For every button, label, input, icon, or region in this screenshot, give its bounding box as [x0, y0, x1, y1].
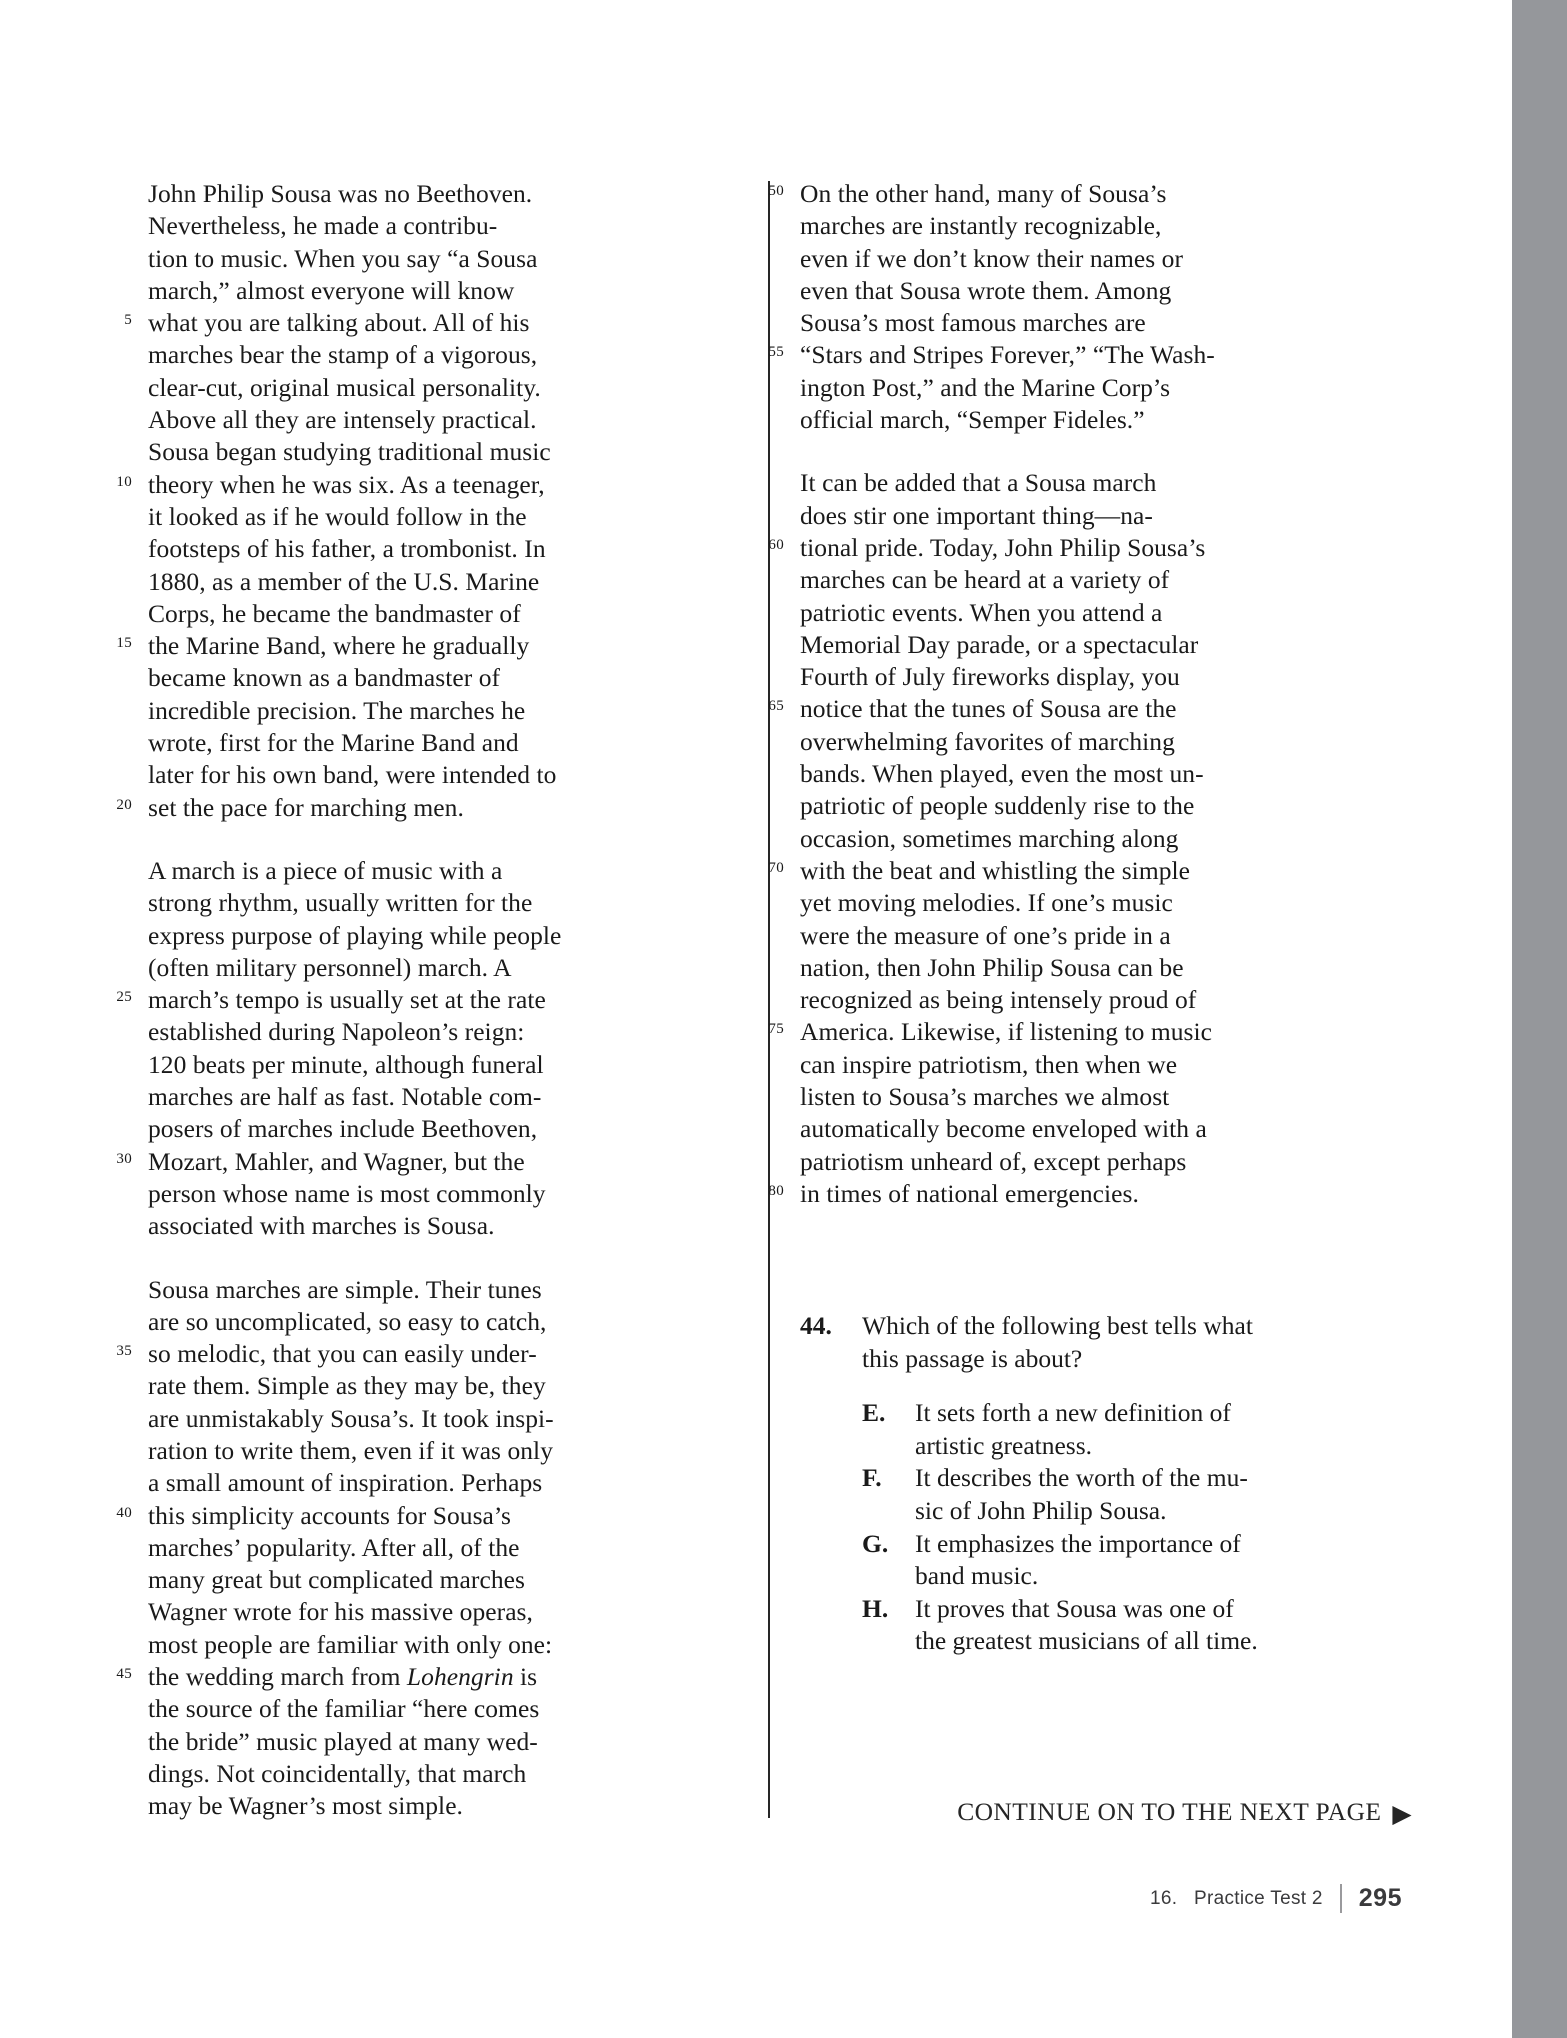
passage-line-text: the Marine Band, where he gradually [148, 631, 530, 661]
answer-choice-line: It sets forth a new definition of [915, 1398, 1231, 1428]
passage-line-text: a small amount of inspiration. Perhaps [148, 1468, 543, 1498]
chapter-label: 16. Practice Test 2 [1149, 1887, 1323, 1909]
right-triangle-icon: ▶ [1392, 1801, 1412, 1828]
passage-line [148, 275, 598, 307]
passage-line [800, 243, 1260, 275]
passage-line [148, 1370, 598, 1402]
passage-line [116, 984, 598, 1016]
passage-line [800, 984, 1260, 1016]
passage-line-text: footsteps of his father, a trombonist. In [148, 534, 546, 564]
passage-line-text: marches can be heard at a variety of [800, 565, 1170, 595]
passage-line [148, 1210, 598, 1242]
line-number: 45 [116, 1666, 132, 1683]
passage-line [116, 1146, 598, 1178]
passage-line-text: march,” almost everyone will know [148, 275, 515, 305]
passage-line-text: many great but complicated marches [148, 1565, 525, 1595]
passage-line [148, 1629, 598, 1661]
passage-line-text: Sousa marches are simple. Their tunes [148, 1274, 542, 1304]
passage-line [148, 178, 598, 210]
paragraph-gap [148, 824, 598, 855]
passage-line-text: theory when he was six. As a teenager, [148, 469, 545, 499]
passage-line-text: set the pace for marching men. [148, 792, 464, 822]
line-number: 10 [116, 473, 132, 490]
answer-choice-text [915, 1593, 1270, 1658]
answer-choice-line: band music. [915, 1561, 1039, 1591]
answer-choice-letter: F. [862, 1463, 882, 1493]
passage-line [148, 1564, 598, 1596]
passage-line [768, 178, 1260, 210]
line-number: 5 [124, 312, 132, 329]
answer-choices [862, 1397, 1270, 1658]
question-stem [862, 1310, 1270, 1375]
passage-line-text: what you are talking about. All of his [148, 308, 530, 338]
passage-line-text: rate them. Simple as they may be, they [148, 1371, 546, 1401]
answer-choice-letter: H. [862, 1593, 889, 1623]
passage-line-text: even that Sousa wrote them. Among [800, 275, 1172, 305]
passage-line [148, 1596, 598, 1628]
passage-line [800, 564, 1260, 596]
passage-line [148, 598, 598, 630]
continue-notice [0, 1797, 1412, 1827]
passage-line [800, 952, 1260, 984]
passage-line-text: Wagner wrote for his massive operas, [148, 1597, 533, 1627]
passage-line [148, 243, 598, 275]
passage-line [148, 566, 598, 598]
answer-choice-text [915, 1462, 1270, 1527]
passage-line-text: (often military personnel) march. A [148, 952, 512, 982]
passage-line-text: nation, then John Philip Sousa can be [800, 952, 1184, 982]
passage-line-text: On the other hand, many of Sousa’s [800, 179, 1167, 208]
passage-line-text: listen to Sousa’s marches we almost [800, 1082, 1170, 1112]
paragraph-gap [148, 1243, 598, 1274]
passage-line [148, 887, 598, 919]
passage-line-text: 120 beats per minute, although funeral [148, 1049, 544, 1079]
passage-line [148, 339, 598, 371]
passage-line [768, 339, 1260, 371]
passage-line-text: does stir one important thing—na- [800, 500, 1153, 530]
answer-choice-text [915, 1528, 1270, 1593]
line-number: 70 [768, 859, 784, 876]
page-number: 295 [1358, 1884, 1402, 1912]
passage-line-text: became known as a bandmaster of [148, 663, 501, 693]
passage-line-text: with the beat and whistling the simple [800, 855, 1191, 885]
passage-line-text: it looked as if he would follow in the [148, 501, 527, 531]
passage-line-text: the wedding march from [148, 1662, 407, 1692]
passage-line-text: Above all they are intensely practical. [148, 405, 537, 435]
passage-line [116, 630, 598, 662]
passage-line [148, 1726, 598, 1758]
passage-line [148, 1274, 598, 1306]
passage-line-text: marches are half as fast. Notable com- [148, 1082, 542, 1112]
passage-line-text: later for his own band, were intended to [148, 760, 557, 790]
running-footer [1150, 1884, 1402, 1913]
passage-line-text: automatically become enveloped with a [800, 1114, 1207, 1144]
answer-choice-letter: E. [862, 1398, 886, 1428]
passage-line [768, 693, 1260, 725]
passage-line-text: Sousa’s most famous marches are [800, 308, 1146, 338]
passage-line-text: tional pride. Today, John Philip Sousa’s [800, 532, 1206, 562]
passage-line [148, 210, 598, 242]
passage-line-text: march’s tempo is usually set at the rate [148, 985, 546, 1015]
answer-choice-letter: G. [862, 1528, 889, 1558]
passage-line-text: can inspire patriotism, then when we [800, 1049, 1178, 1079]
passage-line-text: official march, “Semper Fideles.” [800, 405, 1145, 435]
passage-line [800, 629, 1260, 661]
passage-line-text: the source of the familiar “here comes [148, 1694, 540, 1724]
answer-choice[interactable] [862, 1593, 1270, 1658]
passage-line [148, 952, 598, 984]
line-number: 75 [768, 1021, 784, 1038]
passage-line-text: wrote, first for the Marine Band and [148, 728, 519, 758]
line-number: 65 [768, 698, 784, 715]
passage-line [124, 307, 598, 339]
passage-line [800, 372, 1260, 404]
line-number: 55 [768, 344, 784, 361]
passage-line-text: Sousa began studying traditional music [148, 437, 551, 467]
passage-line-text: so melodic, that you can easily under- [148, 1339, 537, 1369]
passage-line-text: were the measure of one’s pride in a [800, 920, 1171, 950]
passage-line [116, 792, 598, 824]
passage-line [800, 1113, 1260, 1145]
passage-line-text: John Philip Sousa was no Beethoven. [148, 179, 533, 208]
passage-line-text: A march is a piece of music with a [148, 855, 503, 885]
answer-choice-line: sic of John Philip Sousa. [915, 1495, 1167, 1525]
passage-line [800, 887, 1260, 919]
passage-line [800, 790, 1260, 822]
question-block [800, 1310, 1270, 1658]
passage-line-text: It can be added that a Sousa march [800, 468, 1157, 498]
answer-choice-line: It proves that Sousa was one of [915, 1593, 1234, 1623]
passage-line-text: ington Post,” and the Marine Corp’s [800, 372, 1171, 402]
line-number: 50 [768, 183, 784, 199]
passage-line-text: most people are familiar with only one: [148, 1629, 553, 1659]
passage-line [800, 275, 1260, 307]
question-stem-line: this passage is about? [862, 1343, 1083, 1373]
passage-line [800, 307, 1260, 339]
passage-line [116, 1338, 598, 1370]
passage-line-text: express purpose of playing while people [148, 920, 562, 950]
passage-line [768, 532, 1260, 564]
passage-line-text: incredible precision. The marches he [148, 695, 526, 725]
passage-line-text: overwhelming favorites of marching [800, 726, 1175, 756]
passage-line [116, 1500, 598, 1532]
passage-line [148, 1435, 598, 1467]
passage-line-text: established during Napoleon’s reign: [148, 1017, 525, 1047]
passage-line [148, 1467, 598, 1499]
passage-line [800, 210, 1260, 242]
passage-line [800, 726, 1260, 758]
passage-line-text: this simplicity accounts for Sousa’s [148, 1500, 512, 1530]
passage-line-text: notice that the tunes of Sousa are the [800, 694, 1177, 724]
continue-label: CONTINUE ON TO THE NEXT PAGE [957, 1797, 1382, 1826]
footer-separator [1340, 1884, 1342, 1913]
passage-line [148, 533, 598, 565]
passage-line [148, 727, 598, 759]
passage-line-text-tail: is [513, 1662, 538, 1692]
passage-line [116, 469, 598, 501]
passage-line [800, 467, 1260, 499]
passage-line-text: posers of marches include Beethoven, [148, 1114, 538, 1144]
passage-line [148, 1403, 598, 1435]
passage-line [768, 1178, 1260, 1210]
line-number: 25 [116, 989, 132, 1006]
passage-line [148, 920, 598, 952]
passage-line [148, 695, 598, 727]
passage-line [148, 1178, 598, 1210]
passage-line [148, 1306, 598, 1338]
passage-line-text: are unmistakably Sousa’s. It took inspi- [148, 1403, 554, 1433]
passage-line-text: marches bear the stamp of a vigorous, [148, 340, 538, 370]
passage-line [800, 1081, 1260, 1113]
passage-line [800, 823, 1260, 855]
passage-line-text: the bride” music played at many wed- [148, 1726, 538, 1756]
passage-line-text: Fourth of July fireworks display, you [800, 662, 1180, 692]
passage-line [148, 436, 598, 468]
gutter-bar [1512, 0, 1567, 2038]
passage-line-text: marches are instantly recognizable, [800, 211, 1162, 241]
passage-line-text: Mozart, Mahler, and Wagner, but the [148, 1146, 525, 1176]
passage-line-text: even if we don’t know their names or [800, 243, 1184, 273]
question-row [800, 1310, 1270, 1375]
passage-line-text: bands. When played, even the most un- [800, 759, 1204, 789]
passage-line-text: recognized as being intensely proud of [800, 985, 1197, 1015]
line-number: 60 [768, 536, 784, 553]
passage-line-text: occasion, sometimes marching along [800, 823, 1179, 853]
passage-line [148, 1693, 598, 1725]
answer-choice[interactable] [862, 1397, 1270, 1462]
passage-line-text: Corps, he became the bandmaster of [148, 598, 521, 628]
passage-line-text: Memorial Day parade, or a spectacular [800, 629, 1199, 659]
passage-line [800, 597, 1260, 629]
passage-line [148, 1113, 598, 1145]
passage-line [148, 1532, 598, 1564]
passage-line [800, 404, 1260, 436]
passage-line-text: clear-cut, original musical personality. [148, 372, 541, 402]
question-number: 44. [800, 1311, 832, 1340]
passage-line [800, 920, 1260, 952]
passage-line [768, 1016, 1260, 1048]
answer-choice-line: the greatest musicians of all time. [915, 1626, 1258, 1656]
passage-line [148, 855, 598, 887]
passage-line [148, 501, 598, 533]
passage-line [768, 855, 1260, 887]
passage-line-text: dings. Not coincidentally, that march [148, 1758, 527, 1788]
passage-line-text: associated with marches is Sousa. [148, 1211, 495, 1241]
passage-line [148, 662, 598, 694]
passage-line [800, 1146, 1260, 1178]
passage-line [148, 1758, 598, 1790]
line-number: 20 [116, 796, 132, 813]
passage-line-text: ration to write them, even if it was only [148, 1435, 553, 1465]
passage-line-text: in times of national emergencies. [800, 1178, 1139, 1208]
passage-line-text: patriotism unheard of, except perhaps [800, 1146, 1187, 1176]
passage-line [148, 759, 598, 791]
line-number: 80 [768, 1182, 784, 1199]
passage-line-text: 1880, as a member of the U.S. Marine [148, 566, 540, 596]
answer-choice-text [915, 1397, 1270, 1462]
passage-line [148, 372, 598, 404]
answer-choice-line: It describes the worth of the mu- [915, 1463, 1248, 1493]
answer-choice-line: artistic greatness. [915, 1430, 1093, 1460]
passage-line-text: patriotic of people suddenly rise to the [800, 791, 1195, 821]
passage-line [800, 500, 1260, 532]
line-number: 35 [116, 1343, 132, 1360]
passage-line-text: patriotic events. When you attend a [800, 597, 1163, 627]
passage-line [148, 1081, 598, 1113]
passage-column-right [768, 178, 1260, 1210]
answer-choice[interactable] [862, 1462, 1270, 1527]
question-stem-line: Which of the following best tells what [862, 1311, 1253, 1340]
passage-line [148, 1049, 598, 1081]
passage-line [148, 404, 598, 436]
passage-line-text: “Stars and Stripes Forever,” “The Wash- [800, 340, 1215, 370]
passage-line [148, 1016, 598, 1048]
line-number: 30 [116, 1150, 132, 1167]
passage-line-text: Nevertheless, he made a contribu- [148, 211, 498, 241]
passage-line-text: are so uncomplicated, so easy to catch, [148, 1306, 547, 1336]
passage-line-text: tion to music. When you say “a Sousa [148, 243, 538, 273]
passage-line-text: America. Likewise, if listening to music [800, 1017, 1213, 1047]
passage-line [800, 758, 1260, 790]
passage-line-text: may be Wagner’s most simple. [148, 1791, 463, 1821]
passage-line [800, 661, 1260, 693]
line-number: 15 [116, 635, 132, 652]
paragraph-gap [800, 436, 1260, 467]
answer-choice-line: It emphasizes the importance of [915, 1528, 1241, 1558]
passage-line-text: person whose name is most commonly [148, 1178, 546, 1208]
passage-line-text: marches’ popularity. After all, of the [148, 1532, 520, 1562]
passage-column-left [116, 178, 598, 1823]
line-number: 40 [116, 1504, 132, 1521]
answer-choice[interactable] [862, 1528, 1270, 1593]
work-title-italic: Lohengrin [406, 1662, 514, 1692]
passage-line-text: strong rhythm, usually written for the [148, 888, 533, 918]
passage-line-text: yet moving melodies. If one’s music [800, 888, 1173, 918]
passage-line [116, 1661, 598, 1693]
passage-line [800, 1049, 1260, 1081]
column-divider-rule [768, 181, 770, 1818]
